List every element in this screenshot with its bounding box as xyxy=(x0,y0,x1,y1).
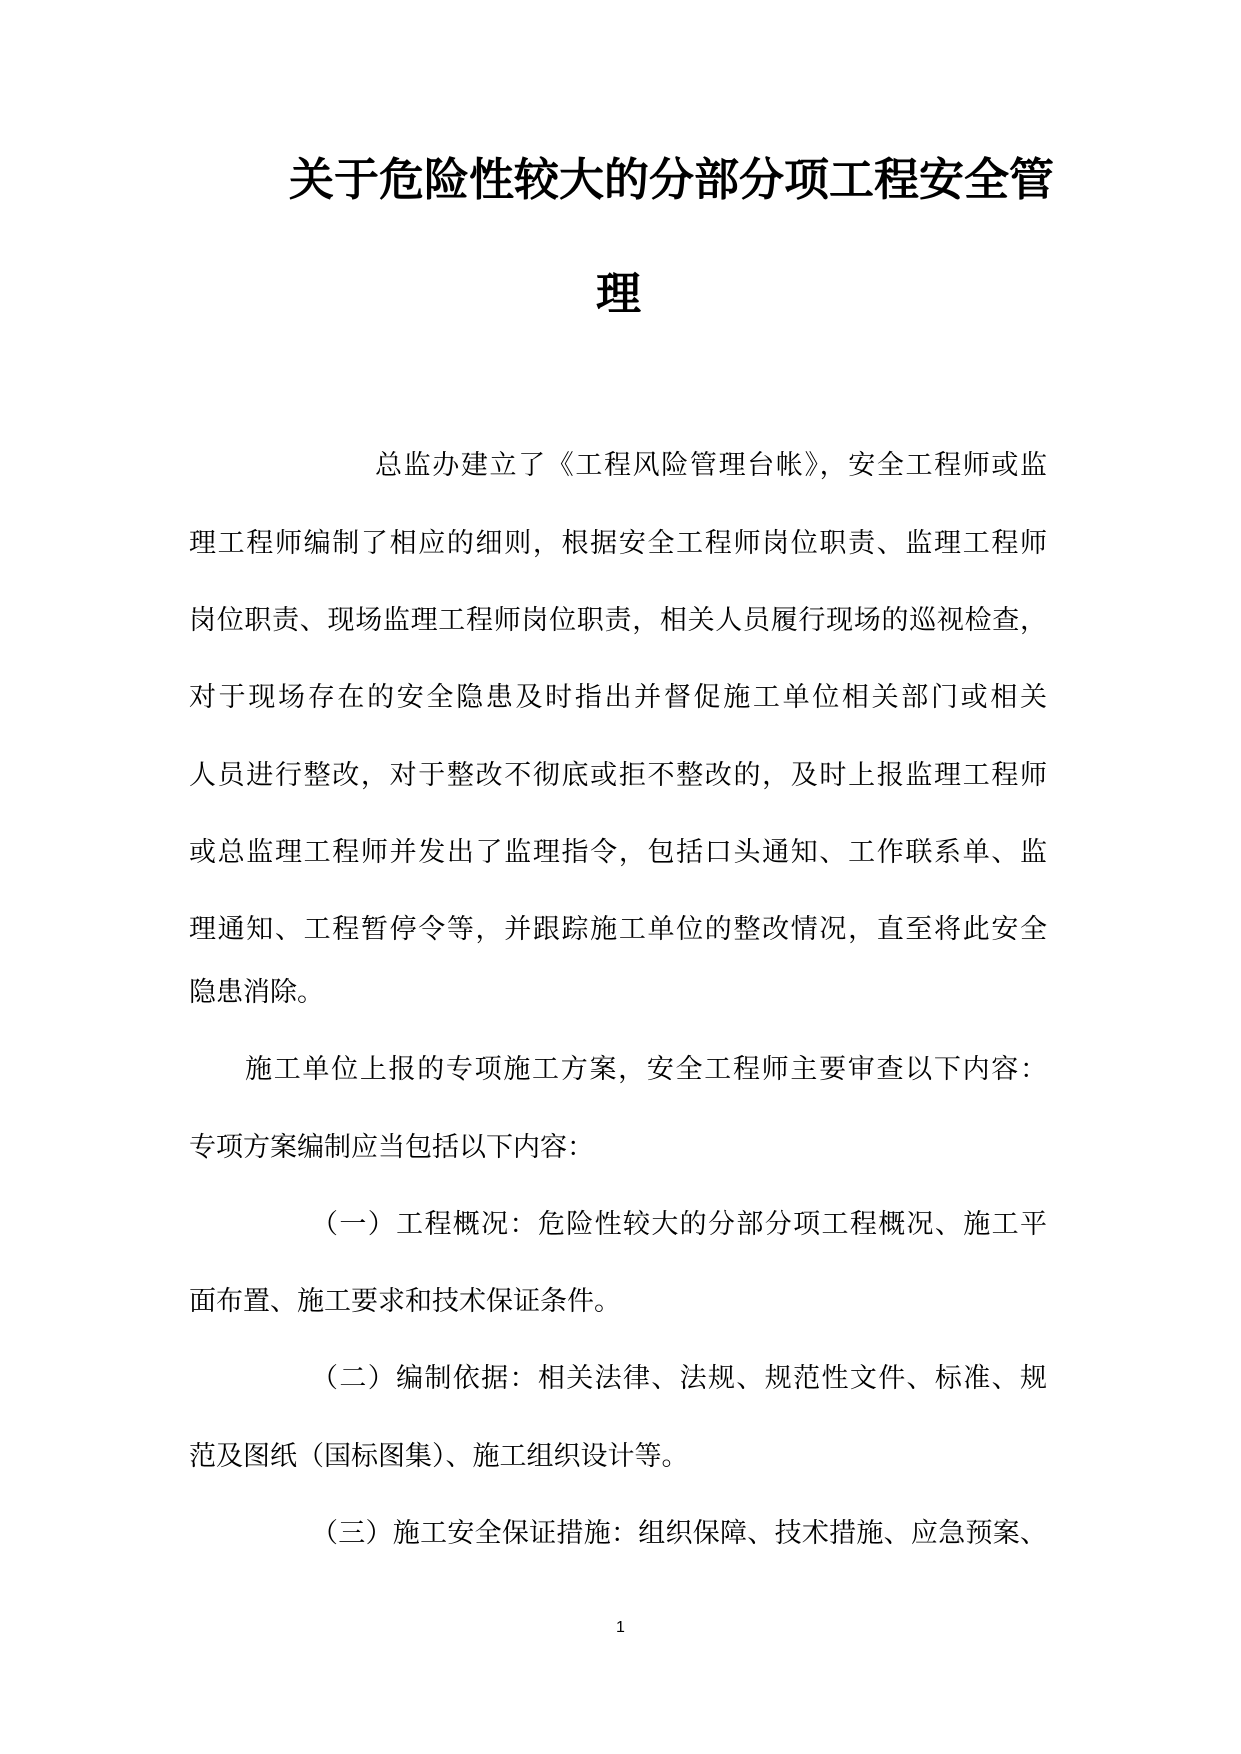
item-3-line-1: （三）施工安全保证措施：组织保障、技术措施、应急预案、 xyxy=(311,1518,1047,1549)
item-2-line-2: 范及图纸（国标图集）、施工组织设计等。 xyxy=(189,1441,689,1472)
item-1-line-2: 面布置、施工要求和技术保证条件。 xyxy=(189,1286,621,1317)
document-title-line-2: 理 xyxy=(596,267,642,320)
paragraph-1-line-6: 或总监理工程师并发出了监理指令，包括口头通知、工作联系单、监 xyxy=(189,837,1047,868)
paragraph-2-line-1: 施工单位上报的专项施工方案，安全工程师主要审查以下内容： xyxy=(245,1054,1047,1085)
paragraph-2-line-2: 专项方案编制应当包括以下内容： xyxy=(189,1132,594,1163)
paragraph-1-line-2: 理工程师编制了相应的细则，根据安全工程师岗位职责、监理工程师 xyxy=(189,528,1047,559)
paragraph-1-line-8: 隐患消除。 xyxy=(189,977,324,1008)
document-title-line-1: 关于危险性较大的分部分项工程安全管 xyxy=(289,153,1055,206)
paragraph-1-line-3: 岗位职责、现场监理工程师岗位职责，相关人员履行现场的巡视检查， xyxy=(189,605,1047,636)
paragraph-1-line-5: 人员进行整改，对于整改不彻底或拒不整改的，及时上报监理工程师 xyxy=(189,760,1047,791)
item-2-line-1: （二）编制依据：相关法律、法规、规范性文件、标准、规 xyxy=(311,1363,1047,1394)
paragraph-1-line-4: 对于现场存在的安全隐患及时指出并督促施工单位相关部门或相关 xyxy=(189,682,1047,713)
paragraph-1-line-7: 理通知、工程暂停令等，并跟踪施工单位的整改情况，直至将此安全 xyxy=(189,914,1047,945)
item-1-line-1: （一）工程概况：危险性较大的分部分项工程概况、施工平 xyxy=(311,1209,1047,1240)
paragraph-1-line-1: 总监办建立了《工程风险管理台帐》，安全工程师或监 xyxy=(375,450,1047,481)
page-number: 1 xyxy=(616,1619,625,1636)
